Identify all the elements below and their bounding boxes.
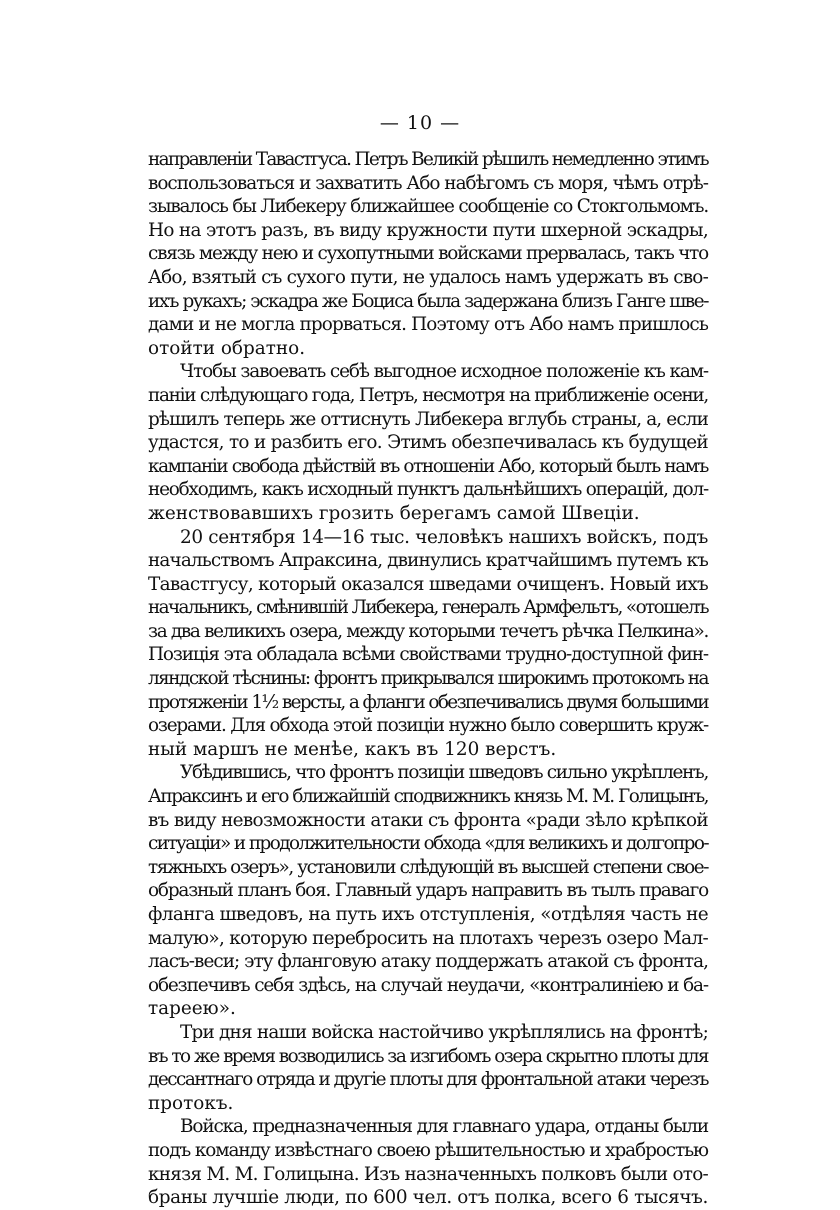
text-line: за два великихъ озера, между которыми течетъ рѣчка Пелкина». [148, 620, 708, 642]
text-line: протокъ. [148, 1092, 234, 1114]
text-line: Або, взятый съ сухого пути, не удалось намъ удержать въ сво- [148, 266, 708, 288]
text-line: Чтобы завоевать себѣ выгодное исходное положеніе къ кам- [180, 361, 708, 383]
text-line: Апраксинъ и его ближайшій сподвижникъ князь М. М. Голицынъ, [148, 786, 708, 808]
text-line: связь между нею и сухопутными войсками прервалась, такъ что [148, 243, 708, 265]
text-line: 20 сентября 14—16 тыс. человѣкъ нашихъ войскъ, подъ [180, 526, 708, 548]
page-number: — 10 — [379, 112, 461, 134]
text-line: удастся, то и разбить его. Этимъ обезпечивалась къ будущей [148, 432, 708, 454]
text-line: ляндской тѣснины: фронтъ прикрывался широкимъ протокомъ на [148, 668, 708, 690]
text-line: необходимъ, какъ исходный пунктъ дальнѣйшихъ операцій, дол- [148, 479, 708, 501]
text-line: въ то же время возводились за изгибомъ озера скрытно плоты для [148, 1045, 708, 1067]
text-line: озерами. Для обхода этой позиціи нужно было совершить круж- [148, 715, 708, 737]
text-line: образный планъ боя. Главный ударъ направить въ тылъ праваго [148, 880, 708, 902]
text-line: Позиція эта обладала всѣми свойствами трудно-доступной фин- [148, 644, 708, 666]
text-line: обезпечивъ себя здѣсь, на случай неудачи, «контралиніею и ба- [148, 974, 709, 996]
text-line: ситуаціи» и продолжительности обхода «для великихъ и долгопро- [148, 833, 708, 855]
text-line: женствовавшихъ грозить берегамъ самой Швеціи. [148, 502, 640, 524]
text-line: ихъ рукахъ; эскадра же Бoциса была задержана близъ Ганге шве- [148, 290, 708, 312]
text-line: дами и не могла прорваться. Поэтому отъ Або намъ пришлось [148, 314, 708, 336]
text-line: дессантнаго отряда и другіе плоты для фронтальной атаки черезъ [148, 1069, 708, 1091]
text-line: Но на этотъ разъ, въ виду кружности пути шхерной эскадры, [148, 219, 708, 241]
text-line: малую», которую перебросить на плотахъ черезъ озеро Мал- [148, 927, 708, 949]
text-line: Три дня наши войска настойчиво укрѣплялись на фронтѣ; [180, 1021, 708, 1043]
text-line: браны лучшіе люди, по 600 чел. отъ полка, всего 6 тысячъ. [148, 1187, 708, 1209]
text-line: Тавастгусу, который оказался шведами очищенъ. Новый ихъ [148, 573, 708, 595]
text-line: рѣшилъ теперь же оттиснуть Либекера вглубь страны, а, если [148, 408, 709, 430]
text-line: князя М. М. Голицына. Изъ назначенныхъ полковъ были ото- [148, 1163, 708, 1185]
text-line: подъ команду извѣстнаго своею рѣшительностью и храбростью [148, 1139, 708, 1161]
text-line: въ виду невозможности атаки съ фронта «ради зѣло крѣпкой [148, 809, 708, 831]
text-line: отойти обратно. [148, 337, 306, 359]
text-line: кампаніи свобода дѣйствій въ отношеніи Або, который былъ намъ [148, 455, 708, 477]
body-text [148, 148, 708, 1210]
text-line: ласъ-веси; эту фланговую атаку поддержать атакой съ фронта, [148, 951, 708, 973]
text-line: зывалось бы Либекеру ближайшее сообщеніе со Стокгольмомъ. [148, 196, 708, 218]
text-line: воспользоваться и захватить Або набѣгомъ съ моря, чѣмъ отрѣ- [148, 172, 708, 194]
text-line: начальствомъ Апраксина, двинулись кратчайшимъ путемъ къ [148, 550, 708, 572]
text-line: Убѣдившись, что фронтъ позиціи шведовъ сильно укрѣпленъ, [180, 762, 708, 784]
text-line: протяженіи 1½ версты, а фланги обезпечивались двумя большими [148, 691, 708, 713]
text-line: тяжныхъ озеръ», установили слѣдующій въ высшей степени свое- [148, 856, 708, 878]
text-line: тареею». [148, 998, 236, 1020]
text-line: фланга шведовъ, на путь ихъ отступленія, «отдѣляя часть не [148, 904, 708, 925]
text-line: паніи слѣдующаго года, Петръ, несмотря на приближеніе осени, [148, 384, 708, 406]
text-line: направленіи Тавастгуса. Петръ Великій рѣшилъ немедленно этимъ [148, 149, 708, 170]
text-line: начальникъ, смѣнившій Либекера, генералъ Армфельтъ, «отошелъ [148, 597, 708, 619]
text-line: ный маршъ не менѣе, какъ въ 120 верстъ. [148, 738, 557, 760]
text-line: Войска, предназначенныя для главнаго удара, отданы были [180, 1116, 708, 1138]
